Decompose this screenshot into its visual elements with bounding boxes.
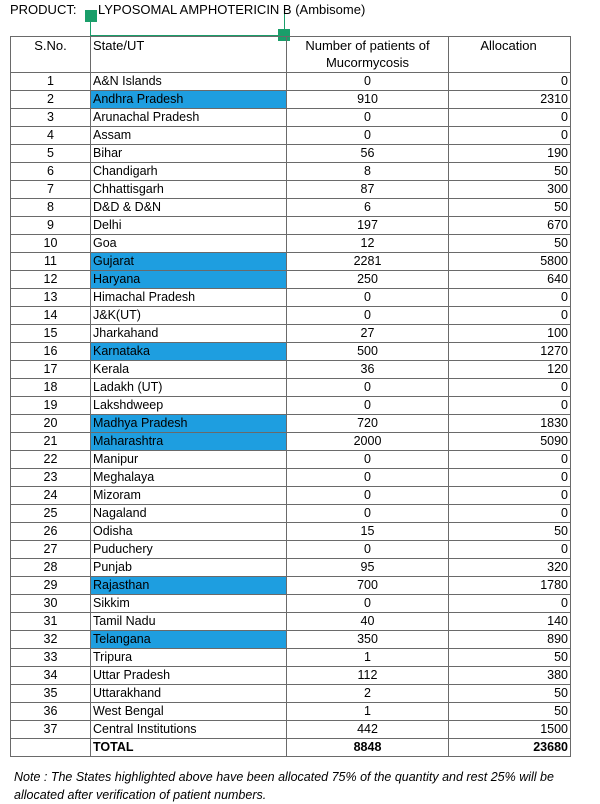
cell-patients[interactable]: 720 xyxy=(287,415,449,433)
cell-patients[interactable]: 1 xyxy=(287,649,449,667)
table-row xyxy=(11,109,571,127)
table-body xyxy=(11,73,571,757)
cell-patients[interactable]: 0 xyxy=(287,469,449,487)
cell-patients[interactable]: 95 xyxy=(287,559,449,577)
cell-allocation[interactable]: 120 xyxy=(449,361,571,379)
cell-sno[interactable]: 12 xyxy=(11,271,91,289)
cell-allocation[interactable]: 50 xyxy=(449,685,571,703)
cell-sno[interactable]: 4 xyxy=(11,127,91,145)
cell-sno[interactable]: 29 xyxy=(11,577,91,595)
cell-sno[interactable]: 33 xyxy=(11,649,91,667)
table-row xyxy=(11,217,571,235)
cell-patients[interactable]: 0 xyxy=(287,289,449,307)
cell-sno[interactable]: 3 xyxy=(11,109,91,127)
cell-state[interactable]: J&K(UT) xyxy=(91,307,287,325)
cell-allocation[interactable]: 670 xyxy=(449,217,571,235)
cell-sno[interactable]: 17 xyxy=(11,361,91,379)
footnote: Note : The States highlighted above have been allocated 75% of the quantity and rest 25% will be allocated after verification of patient numbers. xyxy=(14,770,554,802)
cell-allocation[interactable]: 100 xyxy=(449,325,571,343)
table-row xyxy=(11,343,571,361)
cell-allocation[interactable]: 2310 xyxy=(449,91,571,109)
cell-sno[interactable]: 36 xyxy=(11,703,91,721)
cell-sno[interactable]: 23 xyxy=(11,469,91,487)
cell-sno[interactable]: 28 xyxy=(11,559,91,577)
cell-allocation[interactable]: 50 xyxy=(449,523,571,541)
cell-allocation[interactable]: 0 xyxy=(449,595,571,613)
table-row xyxy=(11,541,571,559)
cell-patients[interactable]: 112 xyxy=(287,667,449,685)
table-row xyxy=(11,631,571,649)
table-header-row xyxy=(11,37,571,73)
cell-patients[interactable]: 56 xyxy=(287,145,449,163)
cell-patients[interactable]: 12 xyxy=(287,235,449,253)
table-row xyxy=(11,361,571,379)
cell-total-allocation[interactable]: 23680 xyxy=(449,739,571,757)
cell-allocation[interactable]: 300 xyxy=(449,181,571,199)
table-row xyxy=(11,379,571,397)
cell-selection-box[interactable] xyxy=(90,14,285,36)
table-row xyxy=(11,667,571,685)
table-row xyxy=(11,577,571,595)
cell-allocation[interactable]: 1830 xyxy=(449,415,571,433)
table-row xyxy=(11,289,571,307)
cell-state[interactable]: Puduchery xyxy=(91,541,287,559)
table-row xyxy=(11,433,571,451)
cell-patients[interactable]: 442 xyxy=(287,721,449,739)
cell-patients[interactable]: 1 xyxy=(287,703,449,721)
cell-state[interactable]: Delhi xyxy=(91,217,287,235)
cell-allocation[interactable]: 890 xyxy=(449,631,571,649)
product-name: LYPOSOMAL AMPHOTERICIN B (Ambisome) xyxy=(98,2,366,17)
cell-state[interactable]: Himachal Pradesh xyxy=(91,289,287,307)
cell-patients[interactable]: 197 xyxy=(287,217,449,235)
cell-state[interactable]: Uttarakhand xyxy=(91,685,287,703)
column-header-state[interactable]: State/UT xyxy=(91,37,287,73)
cell-allocation[interactable]: 320 xyxy=(449,559,571,577)
table-row xyxy=(11,649,571,667)
table-row xyxy=(11,325,571,343)
cell-allocation[interactable]: 1780 xyxy=(449,577,571,595)
cell-sno[interactable]: 9 xyxy=(11,217,91,235)
cell-allocation[interactable]: 0 xyxy=(449,505,571,523)
cell-patients[interactable]: 2000 xyxy=(287,433,449,451)
cell-state[interactable]: Rajasthan xyxy=(91,577,287,595)
cell-patients[interactable]: 15 xyxy=(287,523,449,541)
table-row xyxy=(11,235,571,253)
cell-state[interactable]: Maharashtra xyxy=(91,433,287,451)
cell-sno[interactable]: 7 xyxy=(11,181,91,199)
cell-allocation[interactable]: 0 xyxy=(449,109,571,127)
cell-allocation[interactable]: 0 xyxy=(449,379,571,397)
cell-patients[interactable]: 6 xyxy=(287,199,449,217)
table-row xyxy=(11,145,571,163)
table-row xyxy=(11,181,571,199)
table-row xyxy=(11,523,571,541)
cell-state[interactable]: Tamil Nadu xyxy=(91,613,287,631)
cell-state[interactable]: Karnataka xyxy=(91,343,287,361)
cell-patients[interactable]: 0 xyxy=(287,73,449,91)
cell-allocation[interactable]: 140 xyxy=(449,613,571,631)
cell-state[interactable]: Arunachal Pradesh xyxy=(91,109,287,127)
cell-allocation[interactable]: 1500 xyxy=(449,721,571,739)
table-row xyxy=(11,595,571,613)
cell-sno[interactable]: 20 xyxy=(11,415,91,433)
cell-sno[interactable]: 35 xyxy=(11,685,91,703)
cell-state[interactable]: Assam xyxy=(91,127,287,145)
cell-sno[interactable]: 5 xyxy=(11,145,91,163)
cell-allocation[interactable]: 190 xyxy=(449,145,571,163)
cell-allocation[interactable]: 50 xyxy=(449,649,571,667)
table-row xyxy=(11,127,571,145)
cell-sno[interactable]: 31 xyxy=(11,613,91,631)
cell-patients[interactable]: 2281 xyxy=(287,253,449,271)
cell-sno[interactable]: 11 xyxy=(11,253,91,271)
table-row xyxy=(11,721,571,739)
cell-state[interactable]: Punjab xyxy=(91,559,287,577)
cell-state[interactable]: Meghalaya xyxy=(91,469,287,487)
cell-sno[interactable]: 19 xyxy=(11,397,91,415)
cell-state[interactable]: West Bengal xyxy=(91,703,287,721)
cell-patients[interactable]: 700 xyxy=(287,577,449,595)
cell-state[interactable]: Mizoram xyxy=(91,487,287,505)
cell-state[interactable]: Madhya Pradesh xyxy=(91,415,287,433)
cell-patients[interactable]: 0 xyxy=(287,487,449,505)
product-label: PRODUCT: xyxy=(10,2,77,17)
cell-patients[interactable]: 350 xyxy=(287,631,449,649)
cell-allocation[interactable]: 0 xyxy=(449,73,571,91)
cell-allocation[interactable]: 50 xyxy=(449,235,571,253)
table-row xyxy=(11,613,571,631)
cell-allocation[interactable]: 5090 xyxy=(449,433,571,451)
table-row xyxy=(11,271,571,289)
cell-sno[interactable]: 24 xyxy=(11,487,91,505)
cell-sno[interactable]: 15 xyxy=(11,325,91,343)
cell-allocation[interactable]: 5800 xyxy=(449,253,571,271)
cell-sno[interactable]: 1 xyxy=(11,73,91,91)
table-row xyxy=(11,91,571,109)
cell-sno[interactable]: 2 xyxy=(11,91,91,109)
cell-allocation[interactable]: 50 xyxy=(449,163,571,181)
cell-sno[interactable]: 10 xyxy=(11,235,91,253)
cell-state[interactable]: Chhattisgarh xyxy=(91,181,287,199)
total-row xyxy=(11,739,571,757)
table-row xyxy=(11,415,571,433)
cell-total-label[interactable]: TOTAL xyxy=(91,739,287,757)
table-row xyxy=(11,163,571,181)
cell-patients[interactable]: 0 xyxy=(287,127,449,145)
cell-allocation[interactable]: 50 xyxy=(449,199,571,217)
cell-state[interactable]: Central Institutions xyxy=(91,721,287,739)
cell-allocation[interactable]: 0 xyxy=(449,487,571,505)
cell-patients[interactable]: 0 xyxy=(287,397,449,415)
cell-patients[interactable]: 2 xyxy=(287,685,449,703)
cell-allocation[interactable]: 0 xyxy=(449,397,571,415)
cell-patients[interactable]: 0 xyxy=(287,505,449,523)
cell-state[interactable]: Odisha xyxy=(91,523,287,541)
table-row xyxy=(11,199,571,217)
table-row xyxy=(11,397,571,415)
cell-sno[interactable]: 18 xyxy=(11,379,91,397)
cell-patients[interactable]: 8 xyxy=(287,163,449,181)
cell-sno[interactable]: 16 xyxy=(11,343,91,361)
cell-state[interactable]: Kerala xyxy=(91,361,287,379)
cell-sno[interactable]: 21 xyxy=(11,433,91,451)
cell-state[interactable]: Telangana xyxy=(91,631,287,649)
cell-state[interactable]: Chandigarh xyxy=(91,163,287,181)
cell-allocation[interactable]: 0 xyxy=(449,127,571,145)
cell-allocation[interactable]: 0 xyxy=(449,289,571,307)
cell-patients[interactable]: 36 xyxy=(287,361,449,379)
cell-allocation[interactable]: 50 xyxy=(449,703,571,721)
cell-state[interactable]: Haryana xyxy=(91,271,287,289)
cell-state[interactable]: Goa xyxy=(91,235,287,253)
cell-state[interactable]: Manipur xyxy=(91,451,287,469)
cell-patients[interactable]: 0 xyxy=(287,451,449,469)
cell-state[interactable]: Lakshdweep xyxy=(91,397,287,415)
table-row xyxy=(11,559,571,577)
cell-state[interactable]: Gujarat xyxy=(91,253,287,271)
column-header-sno[interactable]: S.No. xyxy=(11,37,91,73)
cell-total-patients[interactable]: 8848 xyxy=(287,739,449,757)
table-row xyxy=(11,685,571,703)
cell-state[interactable]: Ladakh (UT) xyxy=(91,379,287,397)
column-header-allocation[interactable]: Allocation xyxy=(449,37,571,73)
cell-sno[interactable]: 30 xyxy=(11,595,91,613)
cell-sno[interactable]: 8 xyxy=(11,199,91,217)
cell-allocation[interactable]: 0 xyxy=(449,451,571,469)
cell-patients[interactable]: 0 xyxy=(287,541,449,559)
table-row xyxy=(11,307,571,325)
cell-state[interactable]: Jharkahand xyxy=(91,325,287,343)
cell-patients[interactable]: 0 xyxy=(287,109,449,127)
cell-state[interactable]: Sikkim xyxy=(91,595,287,613)
cell-state[interactable]: Uttar Pradesh xyxy=(91,667,287,685)
table-row xyxy=(11,73,571,91)
cell-sno[interactable]: 37 xyxy=(11,721,91,739)
selection-handle-top-left[interactable] xyxy=(85,10,97,22)
table-row xyxy=(11,469,571,487)
table-row xyxy=(11,505,571,523)
table-row xyxy=(11,253,571,271)
cell-allocation[interactable]: 0 xyxy=(449,307,571,325)
allocation-table xyxy=(10,36,571,757)
cell-sno[interactable]: 14 xyxy=(11,307,91,325)
cell-allocation[interactable]: 0 xyxy=(449,541,571,559)
cell-patients[interactable]: 0 xyxy=(287,379,449,397)
cell-sno[interactable]: 22 xyxy=(11,451,91,469)
cell-state[interactable]: Tripura xyxy=(91,649,287,667)
cell-state[interactable]: A&N Islands xyxy=(91,73,287,91)
cell-allocation[interactable]: 640 xyxy=(449,271,571,289)
table-row xyxy=(11,703,571,721)
cell-sno[interactable] xyxy=(11,739,91,757)
table-row xyxy=(11,451,571,469)
cell-sno[interactable]: 27 xyxy=(11,541,91,559)
table-row xyxy=(11,487,571,505)
cell-patients[interactable]: 87 xyxy=(287,181,449,199)
cell-allocation[interactable]: 0 xyxy=(449,469,571,487)
cell-sno[interactable]: 32 xyxy=(11,631,91,649)
cell-patients[interactable]: 0 xyxy=(287,307,449,325)
cell-state[interactable]: Andhra Pradesh xyxy=(91,91,287,109)
cell-state[interactable]: Bihar xyxy=(91,145,287,163)
cell-patients[interactable]: 0 xyxy=(287,595,449,613)
cell-allocation[interactable]: 1270 xyxy=(449,343,571,361)
cell-allocation[interactable]: 380 xyxy=(449,667,571,685)
cell-patients[interactable]: 910 xyxy=(287,91,449,109)
cell-patients[interactable]: 40 xyxy=(287,613,449,631)
cell-sno[interactable]: 13 xyxy=(11,289,91,307)
column-header-patients[interactable]: Number of patients of Mucormycosis xyxy=(287,37,449,73)
cell-state[interactable]: D&D & D&N xyxy=(91,199,287,217)
cell-sno[interactable]: 34 xyxy=(11,667,91,685)
cell-patients[interactable]: 500 xyxy=(287,343,449,361)
cell-patients[interactable]: 27 xyxy=(287,325,449,343)
cell-patients[interactable]: 250 xyxy=(287,271,449,289)
cell-state[interactable]: Nagaland xyxy=(91,505,287,523)
cell-sno[interactable]: 26 xyxy=(11,523,91,541)
cell-sno[interactable]: 6 xyxy=(11,163,91,181)
cell-sno[interactable]: 25 xyxy=(11,505,91,523)
